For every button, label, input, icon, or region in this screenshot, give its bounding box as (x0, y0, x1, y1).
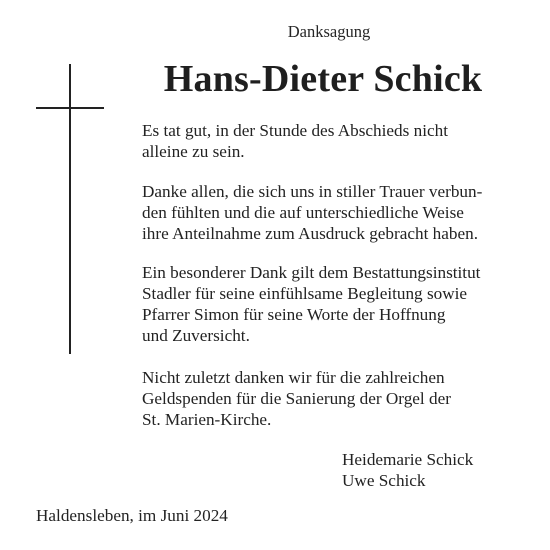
place-and-date: Haldensleben, im Juni 2024 (36, 506, 228, 525)
paragraph-line: Nicht zuletzt danken wir für die zahlreichen (142, 368, 445, 387)
paragraph-thanks-all (142, 181, 522, 244)
signature-name: Heidemarie Schick (342, 450, 474, 469)
paragraph-farewell (142, 120, 522, 162)
signatures (342, 449, 473, 491)
paragraph-line: Stadler für seine einfühlsame Begleitung sowie (142, 284, 468, 303)
paragraph-line: Ein besonderer Dank gilt dem Bestattungsinstitut (142, 263, 481, 282)
latin-cross-icon (36, 64, 104, 354)
deceased-name: Hans-Dieter Schick (163, 58, 483, 100)
cross-horizontal-bar (36, 107, 104, 109)
paragraph-line: und Zuversicht. (142, 326, 250, 345)
signature-name: Uwe Schick (342, 471, 426, 490)
paragraph-line: Es tat gut, in der Stunde des Abschieds nicht (142, 121, 448, 140)
paragraph-special-thanks (142, 262, 522, 346)
paragraph-donations (142, 367, 522, 430)
paragraph-line: Geldspenden für die Sanierung der Orgel der (142, 389, 451, 408)
paragraph-line: den fühlten und die auf unterschiedliche Weise (142, 203, 464, 222)
notice-heading: Danksagung (287, 22, 371, 41)
paragraph-line: alleine zu sein. (142, 142, 245, 161)
paragraph-line: ihre Anteilnahme zum Ausdruck gebracht haben. (142, 224, 479, 243)
paragraph-line: Danke allen, die sich uns in stiller Trauer verbun- (142, 182, 483, 201)
paragraph-line: St. Marien-Kirche. (142, 410, 272, 429)
paragraph-line: Pfarrer Simon für seine Worte der Hoffnung (142, 305, 446, 324)
